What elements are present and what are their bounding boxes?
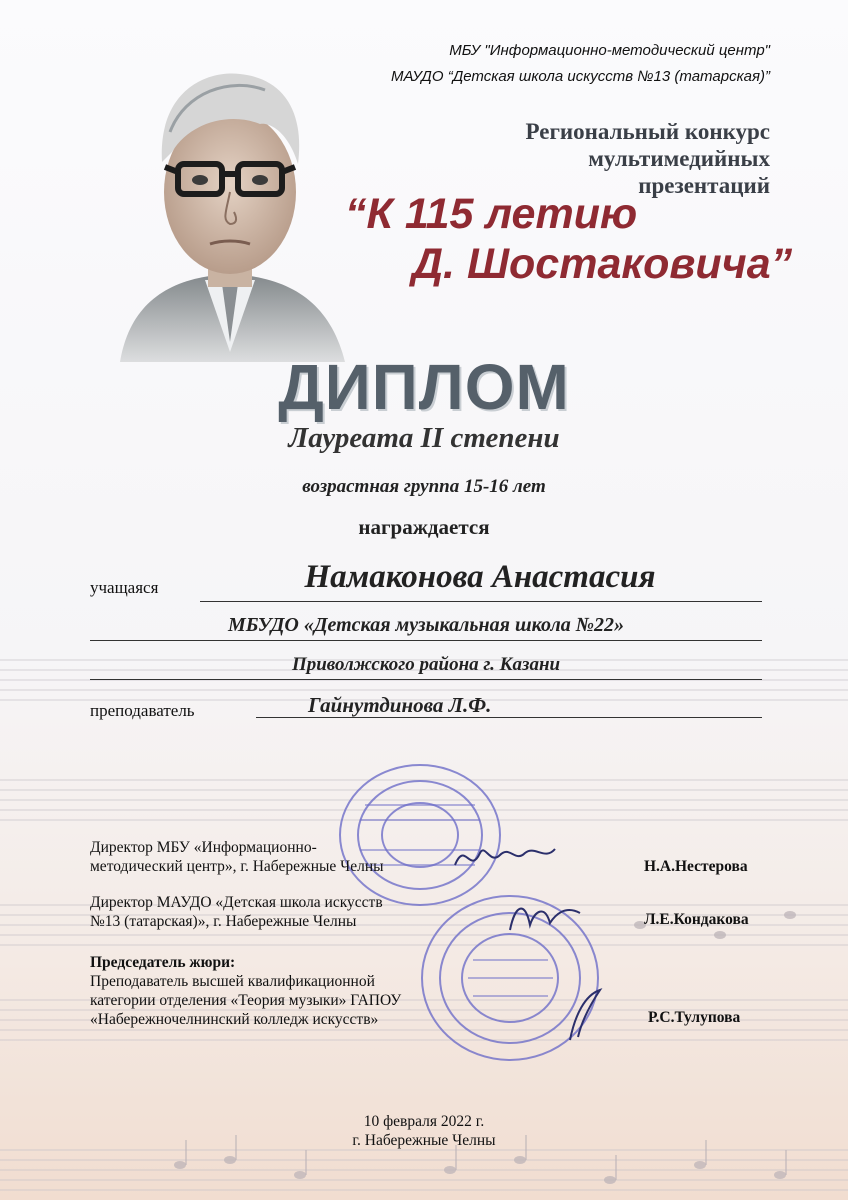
signature-kondakova [505, 895, 585, 940]
district-underline [90, 679, 762, 680]
director2-title-line-2: №13 (татарская)», г. Набережные Челны [90, 913, 357, 930]
teacher-underline [256, 717, 762, 718]
school-name: МБУДО «Детская музыкальная школа №22» [227, 614, 625, 636]
jury-line-3: «Набережночелнинский колледж искусств» [90, 1011, 379, 1028]
portrait-illustration [110, 52, 350, 362]
jury-heading: Председатель жюри: [90, 954, 236, 971]
contest-title-line-1: “К 115 летию [345, 190, 638, 238]
student-name-underline [200, 601, 762, 602]
student-name: Намаконова Анастасия [304, 559, 656, 595]
diploma-degree: Лауреата II степени [288, 422, 560, 454]
school-district: Приволжского района г. Казани [291, 654, 561, 675]
jury-chair-name: Р.С.Тулупова [648, 1009, 741, 1026]
director2-title-line-1: Директор МАУДО «Детская школа искусств [90, 894, 383, 911]
issue-date: 10 февраля 2022 г. [363, 1113, 485, 1130]
age-group: возрастная группа 15-16 лет [302, 476, 546, 497]
director2-name: Л.Е.Кондакова [644, 911, 749, 928]
director1-name: Н.А.Нестерова [644, 858, 748, 875]
contest-description [440, 118, 770, 199]
director1-title [90, 838, 384, 876]
school-underline [90, 640, 762, 641]
issue-city: г. Набережные Челны [352, 1132, 496, 1149]
jury-line-2: категории отделения «Теория музыки» ГАПОУ [90, 992, 402, 1009]
contest-title-line-2: Д. Шостаковича” [412, 240, 793, 288]
teacher-label: преподаватель [90, 701, 195, 720]
teacher-name: Гайнутдинова Л.Ф. [308, 693, 492, 717]
signature-tulupova [560, 985, 610, 1045]
director2-title [90, 893, 383, 931]
organizer-line-1: МБУ "Информационно-методический центр" [449, 42, 770, 59]
organizer-line-2: МАУДО “Детская школа искусств №13 (татарская)” [391, 68, 770, 85]
director1-title-line-1: Директор МБУ «Информационно- [90, 839, 317, 856]
jury-line-1: Преподаватель высшей квалификационной [90, 973, 375, 990]
contest-line-3: презентаций [638, 173, 770, 198]
diploma-heading: ДИПЛОМ [278, 351, 570, 423]
contest-line-2: мультимедийных [588, 146, 770, 171]
contest-line-1: Региональный конкурс [525, 119, 770, 144]
director1-title-line-2: методический центр», г. Набережные Челны [90, 858, 384, 875]
student-label: учащаяся [90, 578, 159, 597]
jury-chair-block [90, 953, 401, 1029]
awarded-label: награждается [358, 515, 490, 539]
signature-nesterova [450, 835, 560, 880]
